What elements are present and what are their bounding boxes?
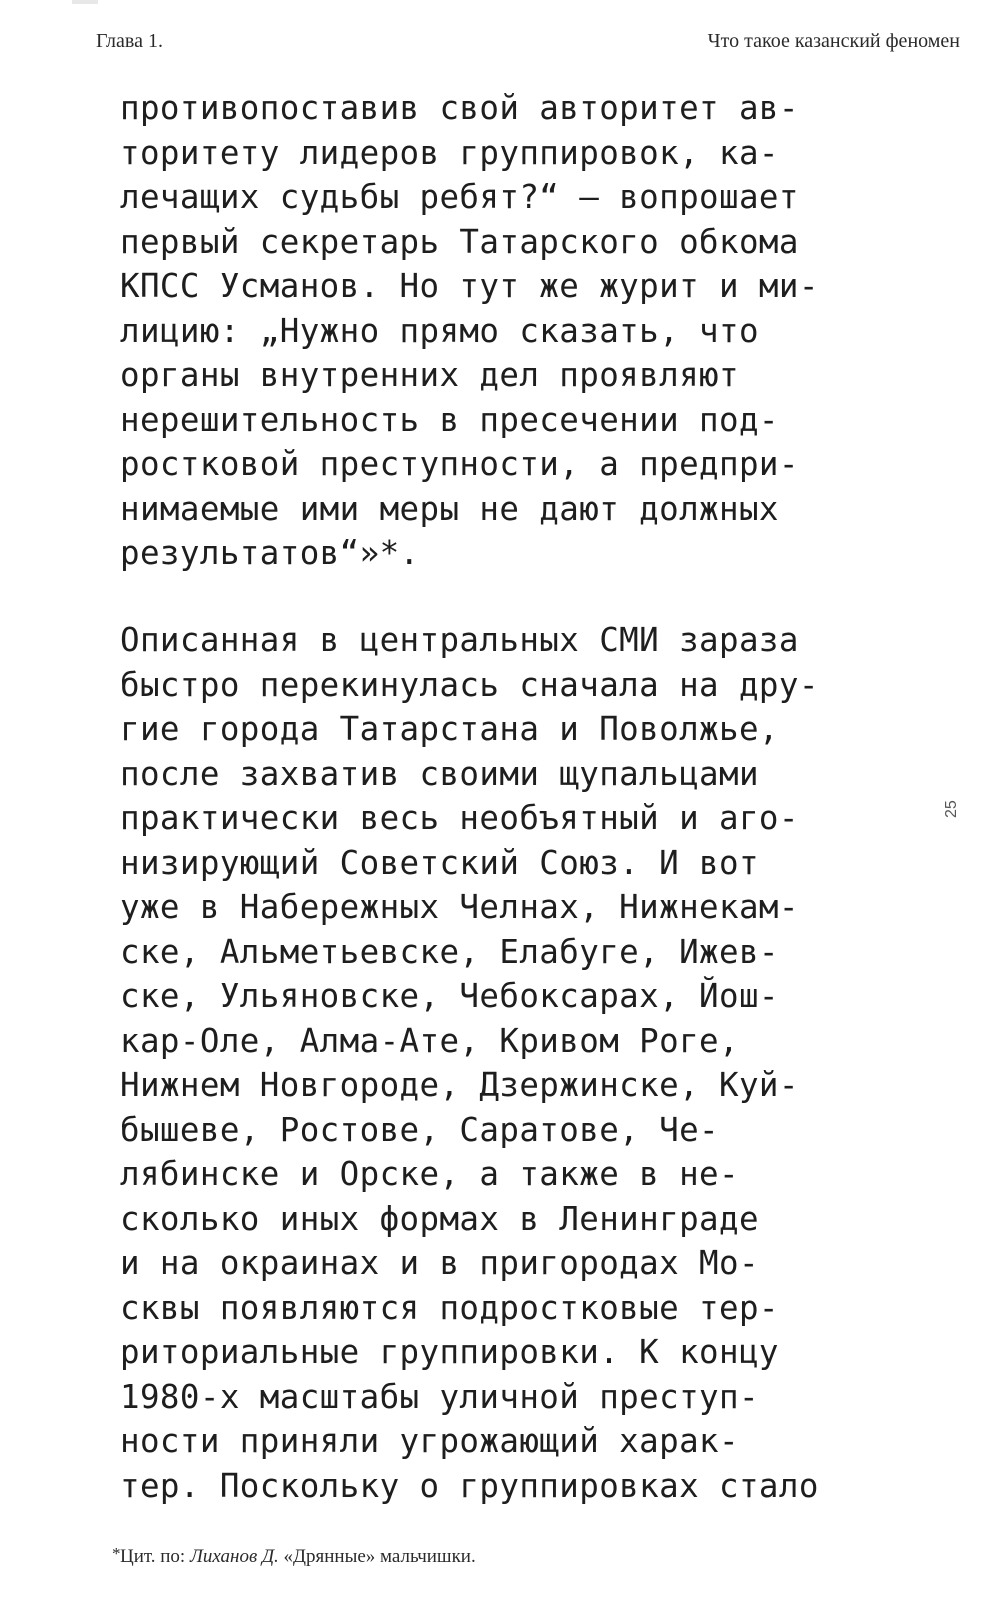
text-line: Описанная в центральных СМИ зараза [120, 621, 799, 659]
text-line: после захватив своими щупальцами [120, 754, 759, 793]
footnote [112, 1544, 476, 1568]
text-line: лябинске и Орске, а также в не- [120, 1155, 739, 1193]
page-number-text: 25 [943, 800, 960, 818]
footnote-author: Лиханов Д. [189, 1546, 279, 1567]
page-number [942, 800, 962, 818]
text-line: гие города Татарстана и Поволжье, [120, 710, 779, 748]
text-line: быстро перекинулась сначала на дру- [120, 665, 819, 704]
text-line: ске, Ульяновске, Чебоксарах, Йош- [120, 977, 779, 1015]
text-line: ности приняли угрожающий харак- [120, 1422, 739, 1460]
text-line: кар-Оле, Алма-Ате, Кривом Роге, [120, 1021, 739, 1060]
text-line: торитету лидеров группировок, ка- [120, 133, 779, 172]
text-line: уже в Набережных Челнах, Нижнекам- [120, 888, 799, 926]
running-header-title: Что такое казанский феномен [707, 30, 960, 52]
text-line: нерешительность в пресечении под- [120, 400, 779, 439]
text-line: ростковой преступности, а предпри- [120, 445, 799, 483]
running-header-chapter: Глава 1. [96, 30, 163, 52]
paragraph-2 [120, 618, 940, 1508]
text-line: сквы появляются подростковые тер- [120, 1288, 779, 1327]
text-line: 1980-х масштабы уличной преступ- [120, 1377, 759, 1416]
text-line: КПСС Усманов. Но тут же журит и ми- [120, 267, 819, 305]
footnote-prefix: Цит. по: [120, 1546, 186, 1567]
text-line: первый секретарь Татарского обкома [120, 222, 799, 261]
paragraph-1 [120, 86, 940, 576]
text-line: нимаемые ими меры не дают должных [120, 489, 779, 528]
text-line: и на окраинах и в пригородах Мо- [120, 1244, 759, 1282]
text-line: практически весь необъятный и аго- [120, 799, 799, 837]
text-line: Нижнем Новгороде, Дзержинске, Куй- [120, 1066, 799, 1104]
text-line: сколько иных формах в Ленинграде [120, 1199, 759, 1238]
text-line: низирующий Советский Союз. И вот [120, 843, 759, 882]
text-line: противопоставив свой авторитет ав- [120, 89, 799, 127]
text-line: риториальные группировки. К концу [120, 1333, 779, 1371]
text-line: органы внутренних дел проявляют [120, 356, 739, 394]
text-line: ске, Альметьевске, Елабуге, Ижев- [120, 932, 779, 971]
text-line: результатов“»*. [120, 534, 420, 572]
text-line: лечащих судьбы ребят?“ — вопрошает [120, 178, 799, 216]
footnote-title: «Дрянные» мальчишки. [283, 1546, 476, 1567]
footnote-marker: * [112, 1544, 121, 1563]
text-line: тер. Поскольку о группировках стало [120, 1466, 819, 1505]
page-corner-mark [72, 0, 98, 4]
text-line: лицию: „Нужно прямо сказать, что [120, 311, 759, 350]
text-line: бышеве, Ростове, Саратове, Че- [120, 1110, 719, 1149]
